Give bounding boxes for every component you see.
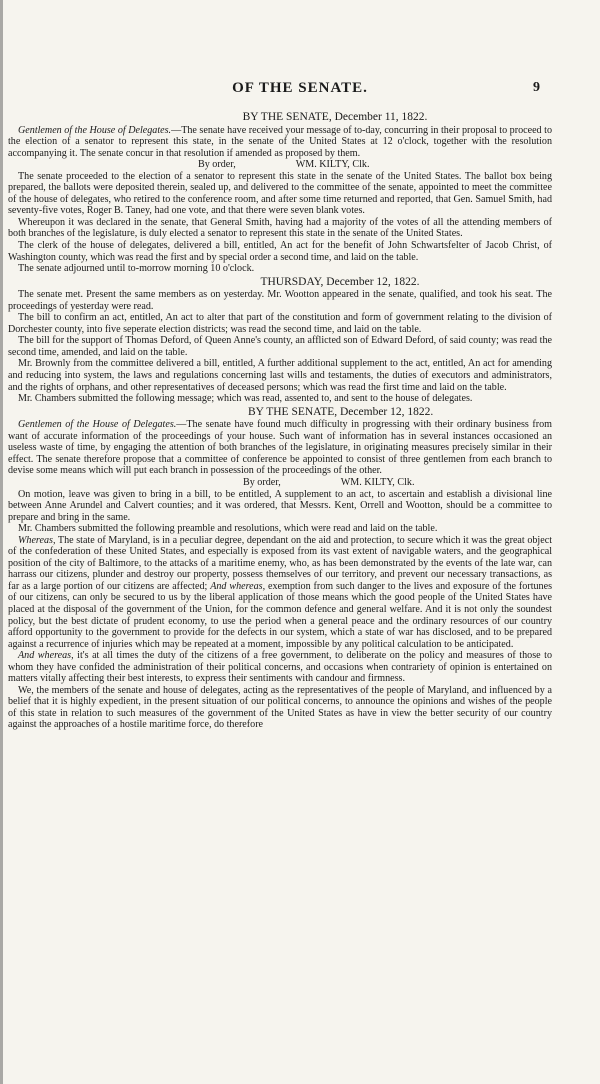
paragraph-text: it's at all times the duty of the citizens of a free government, to deliberate on the policy and measures of those to whom they have confided the administration of their political concerns, and occasions when contrariety of opinion is entertained on matters vitally affecting their best interests, to express their sentiments with candour and firmness. [8,650,552,685]
and-whereas-lead: And whereas, [210,580,266,592]
whereas-lead: Whereas, [18,534,56,546]
paragraph-resolution-we: We, the members of the senate and house of delegates, acting as the representatives of the people of Maryland, and influenced by a belief that it is highly expedient, in the present situation of our political concerns, to announce the opinions and wishes of the people of this state in relation to such measures of the government of the United States as have in view the better security of our country against the approaches of a hostile maritime force, do therefore [8,684,552,731]
paragraph-divisional-line: On motion, leave was given to bring in a bill, to be entitled, A supplement to an act, to ascertain and establish a divisional line between Anne Arundel and Calvert counties; and it was ordered, that Messrs. Kent, Orrell and Wootton, should be a committee to prepare and bring in the same. [8,488,552,523]
paragraph-preamble-intro: Mr. Chambers submitted the following preamble and resolutions, which were read and laid on the table. [18,523,438,535]
date-heading-inner: BY THE SENATE, December 12, 1822. [248,405,434,418]
by-order: By order, [243,476,281,488]
date-heading-dec-11: BY THE SENATE, December 11, 1822. [242,111,428,123]
paragraph-clerk-bill: The clerk of the house of delegates, delivered a bill, entitled, An act for the benefit of John Schwartsfelter of Jacob Christ, of Washington county, which was read the first and by special order a second time, and laid on the table. [8,240,552,263]
paragraph-dorchester-bill: The bill to confirm an act, entitled, An act to alter that part of the constitution and form of government relating to the division of Dorchester county, into five seperate election districts; was read the second time, and laid on the table. [8,312,552,335]
paragraph-senate-met: The senate met. Present the same members as on yesterday. Mr. Wootton appeared in the senate, qualified, and took his seat. The proceedings of yesterday were read. [8,289,552,312]
paragraph-deford-bill: The bill for the support of Thomas Deford, of Queen Anne's county, an afflicted son of Edward Deford, of said county; was read the second time, amended, and laid on the table. [8,335,552,358]
paragraph-brownly-bill: Mr. Brownly from the committee delivered a bill, entitled, A further additional supplement to the act, entitled, An act for amending and reducing into system, the laws and regulations concerning last wills and testaments, the duties of executors and administrators, and the rights of orphans, and other representatives of deceased persons; which was read the first time and laid on the table. [8,358,552,393]
paragraph-text: exemption from such danger to the lives and exposure of the fortunes of our citizens, can only be secured to us by the liberal application of those means which the good people of the United States have placed at the disposal of the government of the Union, for the common defence and general welfare. And it is not only the soundest policy, but the best dictate of prudent economy, to use the period when a general peace and the ordinary resources of our country afford opportunity to the government to provide for the defects in our system, which a state of war has disclosed, and to be prepared against a recurrence of injuries which may be repeated at a moment, impossible by any political calculation to be anticipated. [8,580,552,650]
paragraph-whereas [8,535,552,650]
paragraph-and-whereas [8,650,552,685]
paragraph-declaration: Whereupon it was declared in the senate, that General Smith, having had a majority of the votes of all the attending members of both branches of the legislature, is duly elected a senator to represent this state in the senate of the United States. [8,216,552,240]
signature-line [8,477,552,489]
paragraph-election: The senate proceeded to the election of a senator to represent this state in the senate of the United States. The ballot box being prepared, the ballots were deposited therein, sealed up, and delivered to the committee of the senate, appointed to meet the committee of the house of delegates, who retired to the conference room, and after some time returned and reported, that Gen. Samuel Smith, had seventy-five votes, Roger B. Taney, had one vote, and that there were seven blank votes. [8,170,552,217]
paragraph-text: —The senate have found much difficulty in progressing with their ordinary business from want of accurate information of the proceedings of your house. Such want of information has in several instances occasioned an useless waste of time, by engaging the attention of both branches of the legislature, in originating measures precisely similar in their effect. The senate therefore propose that a committee of conference be appointed to consist of three gentlemen from each branch to devise some means which will put each branch in possession of the proceedings of the other. [8,419,552,477]
page-header [0,80,600,100]
clerk-name: WM. KILTY, Clk. [295,159,370,171]
page-number: 9 [533,80,540,95]
paragraph-adjourned: The senate adjourned until to-morrow morning 10 o'clock. [18,263,255,275]
by-order: By order, [198,159,236,171]
salutation: Gentlemen of the House of Delegates. [18,124,172,136]
running-title: OF THE SENATE. [232,80,368,96]
date-heading-dec-12: THURSDAY, December 12, 1822. [260,275,420,288]
paragraph-text: The state of Maryland, is in a peculiar degree, dependant on the aid and protection, to secure which it was the great object of the confederation of these United States, and especially is exposed from its vast extent of navigable waters, and the geographical position of the city of Baltimore, to the attacks of a maritime enemy, who, as has been demonstrated by the events of the late war, can harrass our citizens, plunder and destroy our property, possess themselves of our territory, and prevent our necessary transactions, as far as a large portion of our citizens are affected; [8,534,552,592]
paragraph-text: —The senate have received your message of to-day, concurring in their proposal to proceed to the election of a senator to represent this state, in the senate of the United States at 12 o'clock, together with the resolution accompanying it. The senate concur in that resolution if amended as proposed by them. [8,124,552,159]
binding-edge [0,0,3,1084]
paragraph-chambers-message: Mr. Chambers submitted the following message; which was read, assented to, and sent to the house of delegates. [18,393,473,405]
document-body [8,110,552,731]
signature-line [8,159,552,171]
salutation: Gentlemen of the House of Delegates. [18,419,177,431]
clerk-name: WM. KILTY, Clk. [340,476,415,488]
and-whereas-lead: And whereas, [18,650,74,662]
paragraph-senate-message [8,125,552,160]
paragraph-conference-message [8,419,552,477]
